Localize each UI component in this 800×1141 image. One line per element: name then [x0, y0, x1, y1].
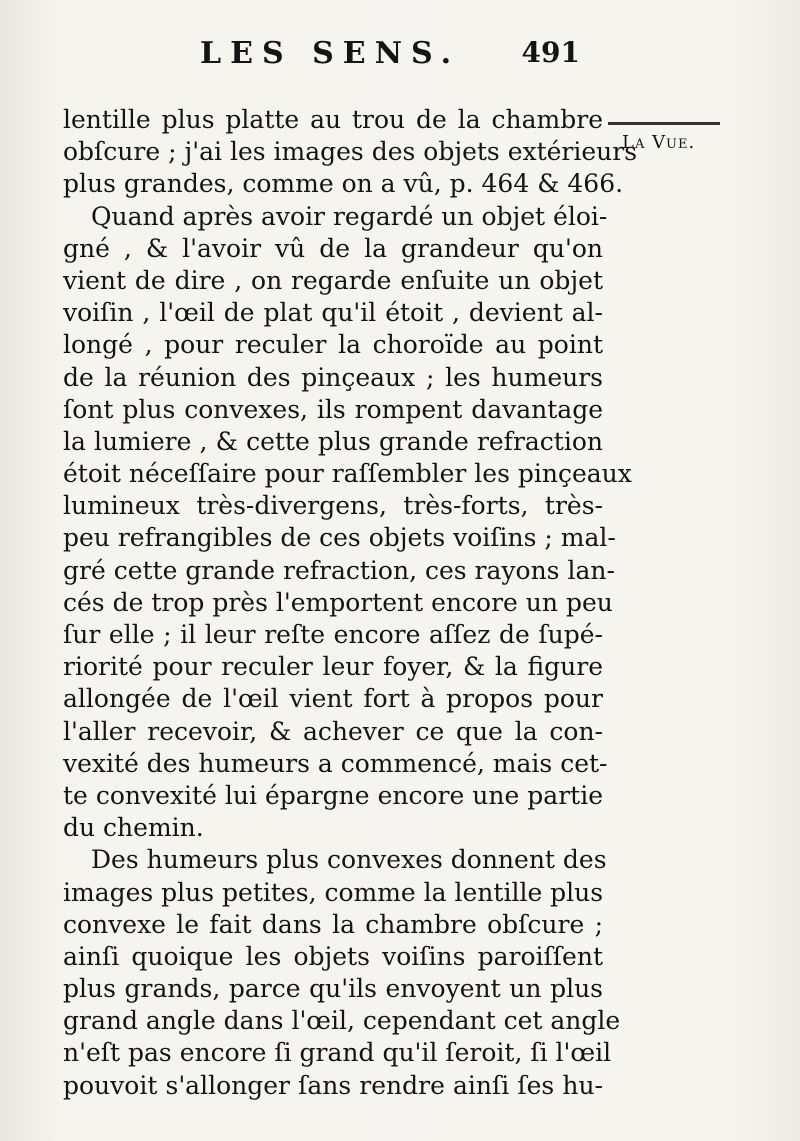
text-line: du chemin. — [63, 813, 204, 843]
text-line: de la réunion des pinçeaux ; les humeurs — [63, 362, 603, 392]
text-line: allongée de l'œil vient fort à propos pour — [63, 684, 603, 714]
text-line: n'eſt pas encore ſi grand qu'il ſeroit, ſi l'œil — [63, 1038, 612, 1068]
text-line: lumineux très-divergens, très-forts, très- — [63, 491, 603, 521]
text-line: images plus petites, comme la lentille plus — [63, 877, 604, 907]
margin-rule — [608, 122, 720, 125]
text-line: ſur elle ; il leur reſte encore aſſez de ſupé- — [63, 620, 603, 649]
text-line: obſcure ; j'ai les images des objets extérieurs — [63, 137, 638, 167]
text-line: lentille plus platte au trou de la chambre — [63, 105, 603, 134]
text-line: longé , pour reculer la choroïde au point — [63, 330, 603, 360]
page-number: 491 — [521, 36, 580, 69]
text-line: peu refrangibles de ces objets voiſins ; mal- — [63, 523, 616, 553]
text-line: vexité des humeurs a commencé, mais cet- — [63, 748, 608, 778]
text-line: te convexité lui épargne encore une partie — [63, 780, 603, 810]
text-line: grand angle dans l'œil, cependant cet angle — [63, 1006, 621, 1036]
page-header — [200, 36, 580, 76]
text-line: la lumiere , & cette plus grande refraction — [63, 426, 603, 456]
text-line: voiſin , l'œil de plat qu'il étoit , devient al- — [63, 298, 603, 328]
text-line: Quand après avoir regardé un objet éloi- — [91, 201, 608, 231]
text-line: étoit néceſſaire pour raſſembler les pinçeaux — [63, 459, 632, 489]
text-line: ainſi quoique les objets voiſins paroiſſent — [63, 941, 603, 971]
text-line: plus grands, parce qu'ils envoyent un plus — [63, 974, 603, 1004]
running-head: LES SENS. — [200, 36, 461, 71]
text-line: convexe le fait dans la chambre obſcure ; — [63, 909, 603, 939]
margin-note: La Vue. — [622, 132, 696, 153]
text-line: pouvoit s'allonger ſans rendre ainſi ſes hu- — [63, 1070, 603, 1100]
text-line: vient de dire , on regarde enſuite un objet — [63, 265, 603, 295]
text-line: Des humeurs plus convexes donnent des — [91, 845, 607, 875]
text-line: cés de trop près l'emportent encore un peu — [63, 587, 613, 617]
text-line: ſont plus convexes, ils rompent davantage — [63, 394, 603, 424]
text-line: riorité pour reculer leur foyer, & la figure — [63, 652, 603, 682]
text-line: gré cette grande refraction, ces rayons lan- — [63, 555, 615, 585]
text-line: l'aller recevoir, & achever ce que la con- — [63, 716, 603, 746]
body-text — [63, 104, 638, 1102]
text-line: plus grandes, comme on a vû, p. 464 & 466. — [63, 169, 624, 199]
text-line: gné , & l'avoir vû de la grandeur qu'on — [63, 233, 603, 263]
